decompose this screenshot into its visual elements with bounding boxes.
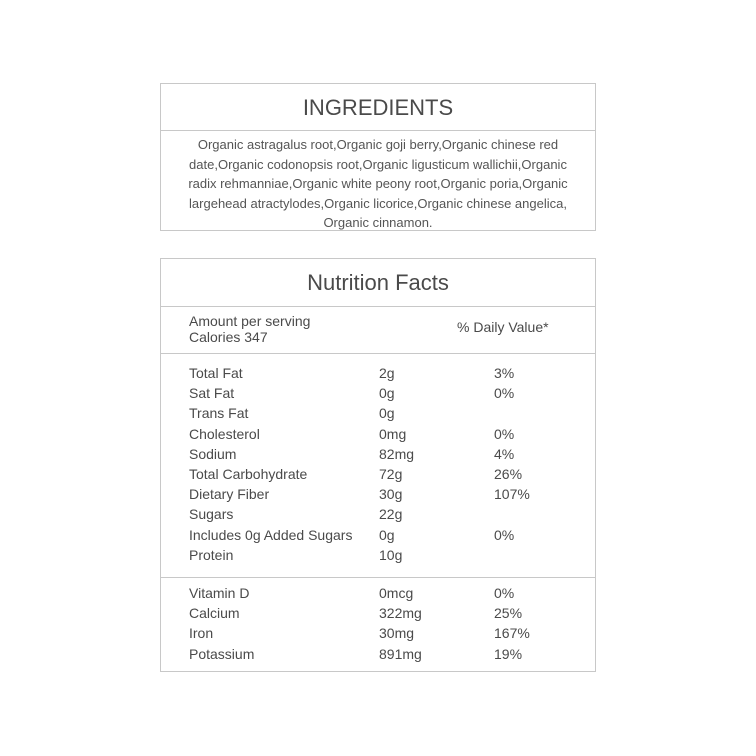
nutrient-row bbox=[161, 644, 595, 664]
ingredients-line: Organic astragalus root,Organic goji berry,Organic chinese red bbox=[197, 137, 559, 152]
nutrient-daily-value: 19% bbox=[494, 645, 523, 662]
nutrient-daily-value: 0% bbox=[494, 385, 515, 402]
nutrient-table bbox=[161, 354, 595, 578]
nutrient-amount: 0g bbox=[379, 405, 395, 422]
serving-info bbox=[161, 307, 595, 354]
ingredients-line: Organic cinnamon. bbox=[323, 215, 433, 230]
nutrient-daily-value: 0% bbox=[494, 585, 515, 601]
nutrient-amount: 30g bbox=[379, 486, 403, 503]
nutrient-name: Includes 0g Added Sugars bbox=[189, 526, 353, 543]
calories-value: Calories 347 bbox=[189, 329, 268, 345]
ingredients-line: largehead atractylodes,Organic licorice,Organic chinese angelica, bbox=[189, 195, 567, 211]
nutrient-row bbox=[161, 363, 595, 383]
daily-value-header: % Daily Value* bbox=[457, 319, 549, 335]
nutrient-daily-value: 26% bbox=[494, 465, 523, 482]
ingredients-title: INGREDIENTS bbox=[161, 84, 595, 131]
ingredients-panel bbox=[160, 83, 596, 231]
nutrient-daily-value: 107% bbox=[494, 486, 530, 503]
nutrient-amount: 0mcg bbox=[379, 585, 414, 601]
nutrient-row bbox=[161, 545, 595, 565]
nutrient-name: Cholesterol bbox=[189, 425, 260, 442]
nutrient-daily-value: 4% bbox=[494, 445, 515, 462]
ingredients-line: date,Organic codonopsis root,Organic ligusticum wallichii,Organic bbox=[189, 156, 567, 172]
nutrient-daily-value: 0% bbox=[494, 526, 515, 543]
nutrient-amount: 0mg bbox=[379, 425, 407, 442]
nutrient-name: Vitamin D bbox=[189, 585, 250, 601]
nutrient-name: Dietary Fiber bbox=[189, 486, 270, 503]
nutrient-row bbox=[161, 603, 595, 623]
nutrient-amount: 0g bbox=[379, 526, 395, 543]
nutrient-amount: 2g bbox=[379, 365, 395, 381]
nutrient-daily-value: 3% bbox=[494, 365, 515, 381]
nutrient-name: Sugars bbox=[189, 506, 234, 523]
nutrient-daily-value: 0% bbox=[494, 425, 515, 442]
nutrient-amount: 82mg bbox=[379, 445, 415, 462]
nutrient-daily-value: 167% bbox=[494, 625, 530, 642]
nutrient-name: Calcium bbox=[189, 605, 240, 622]
ingredients-line: radix rehmanniae,Organic white peony root,Organic poria,Organic bbox=[188, 176, 568, 191]
vitamin-mineral-table bbox=[161, 578, 595, 664]
nutrition-facts-title: Nutrition Facts bbox=[161, 259, 595, 307]
nutrient-row bbox=[161, 383, 595, 403]
nutrient-amount: 72g bbox=[379, 465, 403, 482]
nutrient-row bbox=[161, 464, 595, 484]
nutrient-name: Iron bbox=[189, 625, 214, 642]
nutrient-row bbox=[161, 525, 595, 545]
nutrition-facts-panel bbox=[160, 258, 596, 672]
nutrient-name: Total Fat bbox=[189, 365, 243, 381]
nutrient-amount: 0g bbox=[379, 385, 395, 402]
amount-per-serving-label: Amount per serving bbox=[189, 313, 311, 329]
nutrient-name: Potassium bbox=[189, 645, 255, 662]
nutrient-row bbox=[161, 583, 595, 603]
nutrient-name: Sodium bbox=[189, 445, 237, 462]
nutrient-row bbox=[161, 444, 595, 464]
nutrient-name: Trans Fat bbox=[189, 405, 249, 422]
nutrient-row bbox=[161, 403, 595, 423]
nutrient-name: Sat Fat bbox=[189, 385, 235, 402]
nutrient-row bbox=[161, 424, 595, 444]
nutrient-row bbox=[161, 484, 595, 504]
nutrient-daily-value: 25% bbox=[494, 605, 523, 622]
ingredients-text bbox=[161, 131, 595, 233]
nutrient-amount: 322mg bbox=[379, 605, 422, 622]
nutrient-row bbox=[161, 504, 595, 524]
nutrient-name: Total Carbohydrate bbox=[189, 465, 308, 482]
nutrient-name: Protein bbox=[189, 546, 234, 563]
nutrient-row bbox=[161, 623, 595, 643]
nutrient-amount: 10g bbox=[379, 546, 403, 563]
nutrient-amount: 30mg bbox=[379, 625, 415, 642]
nutrient-amount: 22g bbox=[379, 506, 403, 523]
nutrient-amount: 891mg bbox=[379, 645, 422, 662]
